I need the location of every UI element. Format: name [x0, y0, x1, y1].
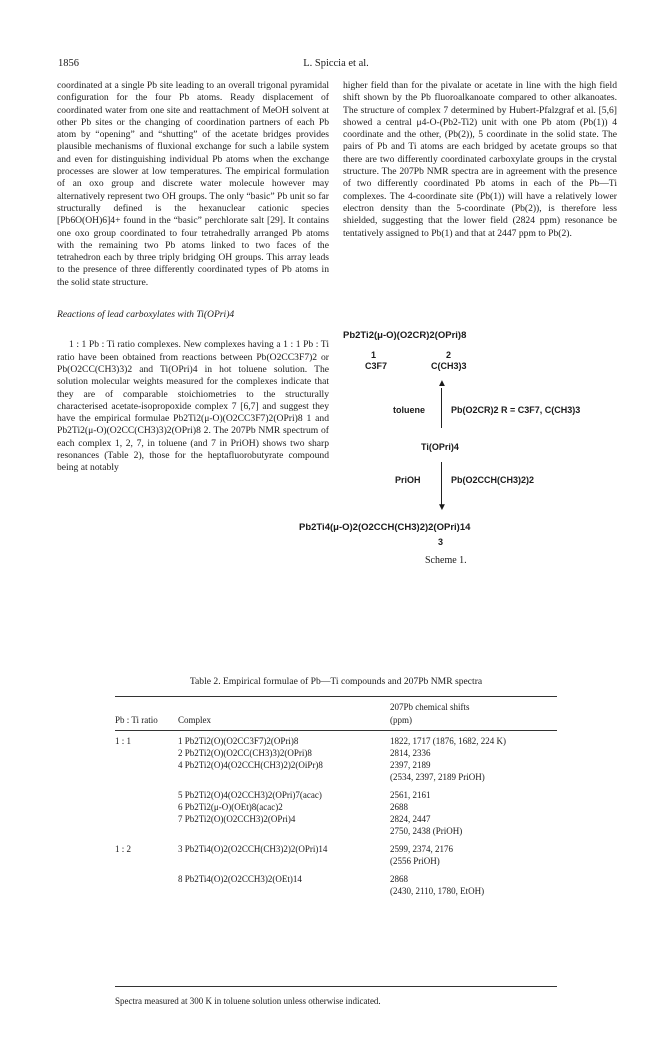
right-column [343, 80, 617, 240]
table-header-complex: Complex [178, 715, 211, 725]
table-cell-shift: 2397, 2189 [390, 760, 431, 770]
left-column [57, 80, 329, 475]
scheme-label-toluene: toluene [393, 405, 426, 415]
scheme-reagent-top: Pb(O2CR)2 R = C3F7, C(CH3)3 [451, 405, 581, 415]
arrow-down-line [441, 462, 442, 506]
scheme-reagent-bottom: Pb(O2CCH(CH3)2)2 [451, 475, 535, 485]
table-cell-complex: 1 Pb2Ti2(O)(O2CC3F7)2(OPri)8 [178, 736, 299, 746]
table-cell-shift: 2868 [390, 874, 408, 884]
scheme-num-3: 3 [438, 537, 444, 547]
table-cell-shift: (2430, 2110, 1780, EtOH) [390, 886, 485, 896]
left-paragraph-1: coordinated at a single Pb site leading to an overall trigonal pyramidal configuration for the four Pb atoms. Ready displacement of coordinated water from one site and reattachment of MeOH solvent at other Pb sites or the changing of coordination partners of each Pb atom by “opening” and “shutting” of the acetate bridges provides plausible mechanisms of fluxional exchange for such a labile system and even for distinguishing individual Pb atoms when the exchange processes are slower at low temperatures. The empirical formulation of an oxo group and discrete water molecule however may alternatively represent two OH groups. The only “basic” Pb unit so far structurally defined is the hexanuclear cationic species [Pb6O(OH)6]4+ found in the “basic” perchlorate salt [29]. It contains one oxo group coordinated to four tetrahedrally arranged Pb atoms with the remaining two Pb atoms linked to two faces of the tetrahedron each by three triply bridging OH groups. This array leads to the presence of three differently coordinated types of Pb atoms in the solid state structure. [57, 80, 329, 288]
right-paragraph-1: higher field than for the pivalate or acetate in line with the high field shift shown by the Pb fluoroalkanoate compared to other alkanoates. The structure of complex 7 determined by Hubert-Pfalzgraf et al. [5,6] showed a central μ4-O-(Pb2-Ti2) unit with one Pb atom (Pb(1)) 4 coordinate and the other, (Pb(2)), 5 coordinate in the solid state. The pairs of Pb and Ti atoms are each bridged by acetate groups so that there are two differently coordinated carboxylate groups in the crystal structure. The 207Pb NMR spectra are in agreement with the presence of two differently coordinated Pb atoms in each of the Pb—Ti complexes. The 4-coordinate site (Pb(1)) will have a relatively lower electron density than the 5-coordinate (Pb(2)), is therefore less shielded, suggesting that the lower field (2824 ppm) resonance be tentatively assigned to Pb(1) and that at 2447 ppm to Pb(2). [343, 80, 617, 239]
scheme-caption: Scheme 1. [425, 555, 467, 566]
table-cell-shift: 2688 [390, 802, 408, 812]
table-caption: Table 2. Empirical formulae of Pb—Ti compounds and 207Pb NMR spectra [189, 676, 483, 687]
table-cell-shift: 2814, 2336 [390, 748, 431, 758]
table-bottom-rule [115, 986, 557, 987]
table-cell-complex: 5 Pb2Ti2(O)4(O2CCH3)2(OPri)7(acac) [178, 790, 322, 800]
reaction-scheme [299, 330, 617, 600]
table-top-rule [115, 696, 557, 697]
table-header-rule [115, 730, 557, 731]
table-cell-shift: (2556 PriOH) [390, 856, 440, 866]
scheme-num-1: 1 [371, 350, 377, 360]
page-header [58, 58, 614, 74]
table-cell-shift: 2824, 2447 [390, 814, 431, 824]
table-header-ratio: Pb : Ti ratio [115, 715, 158, 725]
table-header-shifts: 207Pb chemical shifts [390, 702, 470, 712]
table-footnote: Spectra measured at 300 K in toluene solution unless otherwise indicated. [115, 996, 381, 1006]
scheme-sub-1: C3F7 [365, 361, 388, 371]
table-header-ppm: (ppm) [390, 715, 412, 725]
table-cell-ratio: 1 : 2 [115, 844, 132, 854]
scheme-top-formula: Pb2Ti2(μ-O)(O2CR)2(OPri)8 [343, 330, 467, 341]
table-cell-complex: 8 Pb2Ti4(O)2(O2CCH3)2(OEt)14 [178, 874, 302, 884]
table-cell-complex: 3 Pb2Ti4(O)2(O2CCH(CH3)2)2(OPri)14 [178, 844, 328, 854]
arrow-up-head: ▲ [437, 378, 447, 389]
table-cell-complex: 2 Pb2Ti2(O)(O2CC(CH3)3)2(OPri)8 [178, 748, 312, 758]
table-cell-shift: 2561, 2161 [390, 790, 431, 800]
scheme-middle: Ti(OPri)4 [421, 442, 459, 452]
running-title: L. Spiccia et al. [303, 58, 369, 69]
page-number: 1856 [58, 58, 79, 69]
scheme-label-priOH: PriOH [395, 475, 421, 485]
arrow-down-head: ▼ [437, 502, 447, 513]
table-cell-complex: 4 Pb2Ti2(O)4(O2CCH(CH3)2)2(OiPr)8 [178, 760, 323, 770]
scheme-bottom-formula: Pb2Ti4(μ-O)2(O2CCH(CH3)2)2(OPri)14 [299, 522, 471, 533]
left-paragraph-2: 1 : 1 Pb : Ti ratio complexes. New complexes having a 1 : 1 Pb : Ti ratio have been obtained from reactions between Pb(O2CC3F7)2 or Pb(O2CC(CH3)3)2 and Ti(OPri)4 in hot toluene solution. The solution molecular weights measured for the complexes indicate that they are of comparable stoichiometries to the structurally characterised acetate-isopropoxide complex 7 [6,7] and suggest they have the empirical formulae Pb2Ti2(μ-O)(O2CC3F7)2(OPri)8 1 and Pb2Ti2(μ-O)(O2CC(CH3)3)2(OPri)8 2. The 207Pb NMR spectrum of each complex 1, 2, 7, in toluene (and 7 in PriOH) shows two sharp resonances (Table 2), those for the heptafluorobutyrate compound being at notably [57, 339, 329, 474]
arrow-up-line [441, 388, 442, 428]
table-cell-ratio: 1 : 1 [115, 736, 132, 746]
scheme-num-2: 2 [446, 350, 452, 360]
table-cell-complex: 7 Pb2Ti2(O)(O2CCH3)2(OPri)4 [178, 814, 296, 824]
table-cell-shift: 2599, 2374, 2176 [390, 844, 453, 854]
table-cell-shift: 1822, 1717 (1876, 1682, 224 K) [390, 736, 506, 746]
scheme-sub-2: C(CH3)3 [431, 361, 467, 371]
table-cell-complex: 6 Pb2Ti2(μ-O)(OEt)8(acac)2 [178, 802, 283, 812]
section-heading: Reactions of lead carboxylates with Ti(OPri)4 [57, 309, 235, 321]
table-cell-shift: (2534, 2397, 2189 PriOH) [390, 772, 485, 782]
table-cell-shift: 2750, 2438 (PriOH) [390, 826, 463, 836]
